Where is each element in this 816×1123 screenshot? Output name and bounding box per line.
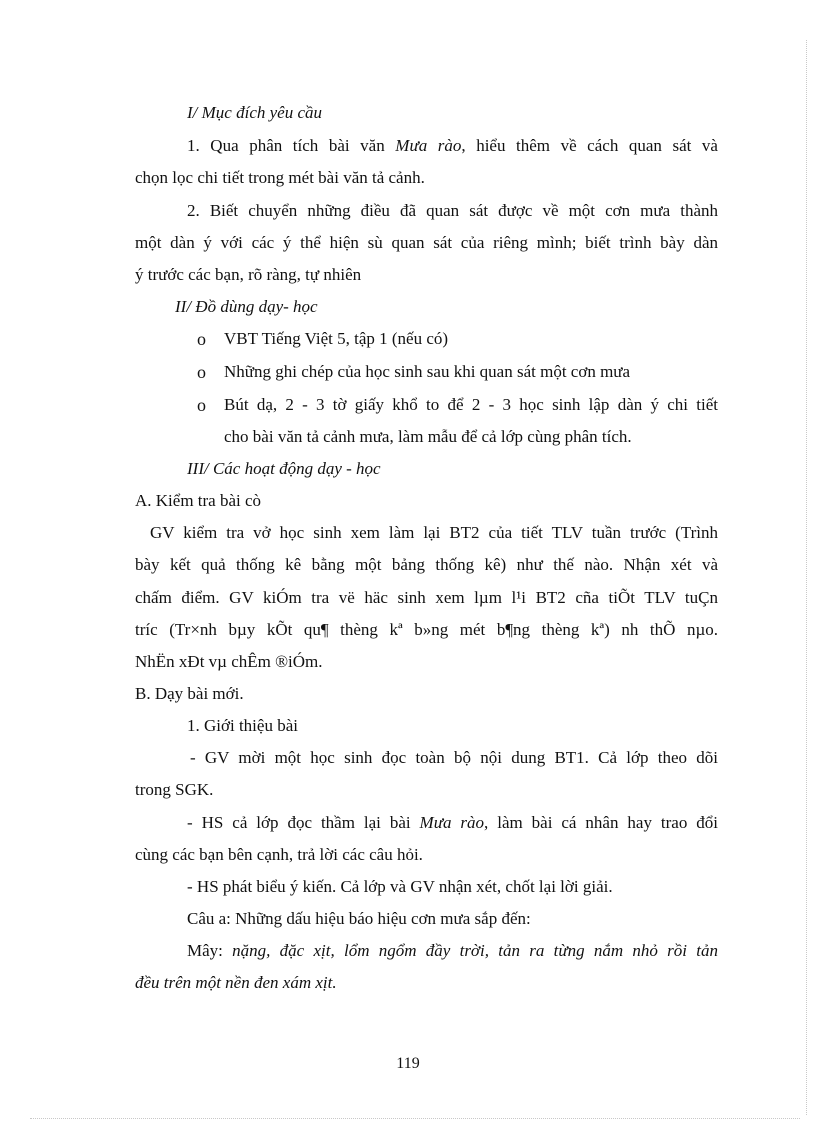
section-1-heading: I/ Mục đích yêu cầu — [187, 103, 322, 122]
paragraph-1-line-2: chọn lọc chi tiết trong mét bài văn tả cảnh. — [135, 168, 425, 187]
answer-may-line-1: Mây: nặng, đặc xịt, lổm ngổm đầy trời, tản ra từng nắm nhỏ rồi tản — [187, 941, 718, 960]
paragraph-2-line-2: một dàn ý với các ý thể hiện sù quan sát của riêng mình; biết trình bày dàn — [135, 233, 718, 252]
page-border-right — [806, 40, 807, 1115]
bullet-icon: o — [197, 362, 206, 382]
hs-opinion-line: - HS phát biểu ý kiến. Cả lớp và GV nhận xét, chốt lại lời giải. — [187, 877, 613, 896]
part-a-line-1: GV kiểm tra vở học sinh xem làm lại BT2 của tiết TLV tuần trước (Trình — [150, 523, 718, 542]
paragraph-2-line-3: ý trước các bạn, rõ ràng, tự nhiên — [135, 265, 362, 284]
list-item: VBT Tiếng Việt 5, tập 1 (nếu có) — [224, 329, 449, 348]
section-3-heading: III/ Các hoạt động dạy - học — [187, 459, 381, 478]
page-number: 119 — [396, 1055, 420, 1072]
gv-instruction-line-2: trong SGK. — [135, 780, 214, 799]
work-title: Mưa rào — [419, 813, 485, 832]
bullet-icon: o — [197, 329, 206, 349]
paragraph-1-line-1: 1. Qua phân tích bài văn Mưa rào, hiểu thêm về cách quan sát và — [187, 136, 718, 155]
section-2-heading: II/ Đồ dùng dạy- học — [175, 297, 318, 316]
list-item-continuation: cho bài văn tả cảnh mưa, làm mẫu để cả lớp cùng phân tích. — [224, 427, 632, 446]
part-a-line-5: NhËn xÐt vµ chÊm ®iÓm. — [135, 652, 323, 671]
bullet-icon: o — [197, 395, 206, 415]
list-item: Những ghi chép của học sinh sau khi quan sát một cơn mưa — [224, 362, 631, 381]
part-a-heading: A. Kiểm tra bài cò — [135, 491, 262, 510]
part-a-line-3: chấm điểm. GV kiÓm tra vë häc sinh xem lµm l¹i BT2 cña tiÕt TLV tuÇn — [135, 588, 718, 607]
hs-activity-line-1: - HS cả lớp đọc thầm lại bài Mưa rào, làm bài cá nhân hay trao đổi — [187, 813, 718, 832]
answer-may-line-2: đều trên một nền đen xám xịt. — [135, 973, 337, 992]
part-a-line-2: bày kết quả thống kê bằng một bảng thống kê) như thế nào. Nhận xét và — [135, 555, 718, 574]
part-b-item-1: 1. Giới thiệu bài — [187, 716, 298, 735]
hs-activity-line-2: cùng các bạn bên cạnh, trả lời các câu hỏi. — [135, 845, 423, 864]
page-border-bottom — [30, 1118, 800, 1119]
part-b-heading: B. Dạy bài mới. — [135, 684, 244, 703]
gv-instruction-line-1: - GV mời một học sinh đọc toàn bộ nội dung BT1. Cả lớp theo dõi — [190, 748, 718, 767]
question-a: Câu a: Những dấu hiệu báo hiệu cơn mưa sắp đến: — [187, 909, 531, 928]
work-title: Mưa rào — [395, 136, 462, 155]
paragraph-2-line-1: 2. Biết chuyển những điều đã quan sát được về một cơn mưa thành — [187, 201, 718, 220]
list-item: Bút dạ, 2 - 3 tờ giấy khổ to để 2 - 3 học sinh lập dàn ý chi tiết — [224, 395, 718, 414]
part-a-line-4: tríc (Tr×nh bµy kÕt qu¶ thèng kª b»ng mét b¶ng thèng kª) nh thÕ nµo. — [135, 620, 718, 639]
